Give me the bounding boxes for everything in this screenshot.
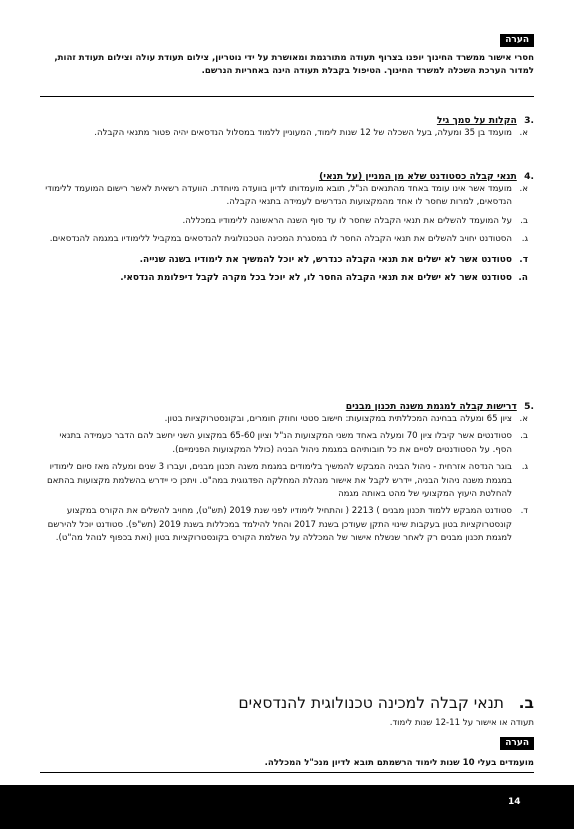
section-5 [40, 400, 534, 546]
heading-b: ב.תנאי קבלה למכינה טכנולוגית להנדסאים [238, 694, 534, 712]
note-tag: הערה [500, 34, 534, 47]
list-item: ב. על המועמד להשלים את תנאי הקבלה שחסר לו עד סוף השנה הראשונה ללימודיו במכללה. [182, 215, 528, 226]
note-tag: הערה [500, 737, 534, 750]
list-item: ב. סטודנטים אשר קיבלו ציון 70 ומעלה באחד משני המקצועות הנ"ל וציון 65-60 במקצוע השני יחשב להם הדבר כעמידה בתנאי הסף. על הסטודנטים לסיים את כל חובותיהם במגמת ניהול הבניה (כולל המקצועות הפנימיים). [59, 431, 528, 455]
note-text: חסרי אישור ממשרד החינוך יופנו בצרוף תעודה מתורגמת ומאושרת על ידי נוטריון, צילום תעודת עולה וצילום תעודת זהות, למדור הערכת השכלה למשרד החינוך. הטיפול בקבלת תעודה הינה באחריות הנרשם. [40, 52, 534, 97]
section-title: דרישות קבלה למגמת משנה תכנון מבנים [345, 401, 517, 412]
page-footer [0, 785, 574, 829]
list-item: א. מועמד אשר אינו עומד באחד מהתנאים הנ"ל, תובא מועמדותו לדיון בוועדה מיוחדת. הוועדה רשאית לאשר רישום המועמד ללימודי הנדסאים, למרות שחסר לו אחד מהמקצועות הנדרשים לעמידה בתנאי הקבלה. [45, 184, 528, 208]
list-item: ג. בוגר הנדסה אזרחית - ניהול הבניה המבקש להמשיך בלימודים במגמת משנה תכנון מבנים, ועברו 3 שנים ומעלה מאז סיום לימודיו במגמת משנה ניהול הבניה, יידרש לקבל את אישור מנהלת המחלקה הפדגוגית במה"ט. ויתכן כי יידרש בהשלמת מקצועות בהתאם להחלטת היעוץ המקצועי של מהט באותה מגמה [46, 462, 528, 500]
section-number: .3 [524, 115, 534, 126]
heading-b-subtext: תעודה או אישור על 12-11 שנות לימוד. [389, 718, 534, 728]
note-text: מועמדים בעלי 10 שנות לימוד הרשמתם תובא לדיון מנכ"ל המכללה. [40, 757, 534, 773]
list-item: א. ציון 65 ומעלה בבחינה המכללתית במקצועות: חישוב סטטי וחוזק חומרים, ובקונסטרוקציות בטון. [164, 414, 528, 424]
section-3 [40, 114, 534, 140]
section-number: .4 [524, 171, 534, 182]
list-item: ג. הסטודנט יחויב להשלים את תנאי הקבלה החסר לו במסגרת המכינה הטכנולוגית להנדסאים במקביל ללימודיו במגמה להנדסאים. [49, 234, 528, 245]
list-item-bold: ד. סטודנט אשר לא ישלים את תנאי הקבלה כנדרש, לא יוכל להמשיך את לימודיו בשנה שנייה. [139, 254, 528, 265]
list-item-bold: ה. סטודנט אשר לא ישלים את תנאי הקבלה החסר לו, לא יוכל בכל מקרה לקבל דיפלומת הנדסאי. [120, 272, 528, 283]
page-number: 14 [508, 797, 521, 807]
section-title: הקלות על סמך גיל [436, 115, 517, 126]
section-4 [40, 170, 534, 285]
list-item: ד. סטודנט המבקש ללמוד תכנון מבנים ) 2213 ( והתחיל לימודיו לפני שנת 2019 (תש"ט), מחויב להשלים את הקורס במקצוע קונסטרוקציות בטון בעקבות שינוי התקן שעודכן בשנת 2017 והחל להילמד במכללות בשנת 2019 (תש"פ). סטודנט יוכל להירשם למגמת תכנון מבנים רק לאחר שנשלח אישור של המכללה על השלמת הקורס בקונסטרוקציות בטון (ואת בכפוף לנוהל מה"ט). [47, 506, 528, 544]
section-title: תנאי קבלה כסטודנט שלא מן המניין (על תנאי) [319, 171, 517, 182]
section-number: .5 [524, 401, 534, 412]
list-item: א. מועמד בן 35 ומעלה, בעל השכלה של 12 שנות לימוד, המעוניין ללמוד במסלול הנדסאים יהיה פטור מתנאי הקבלה. [94, 128, 528, 138]
